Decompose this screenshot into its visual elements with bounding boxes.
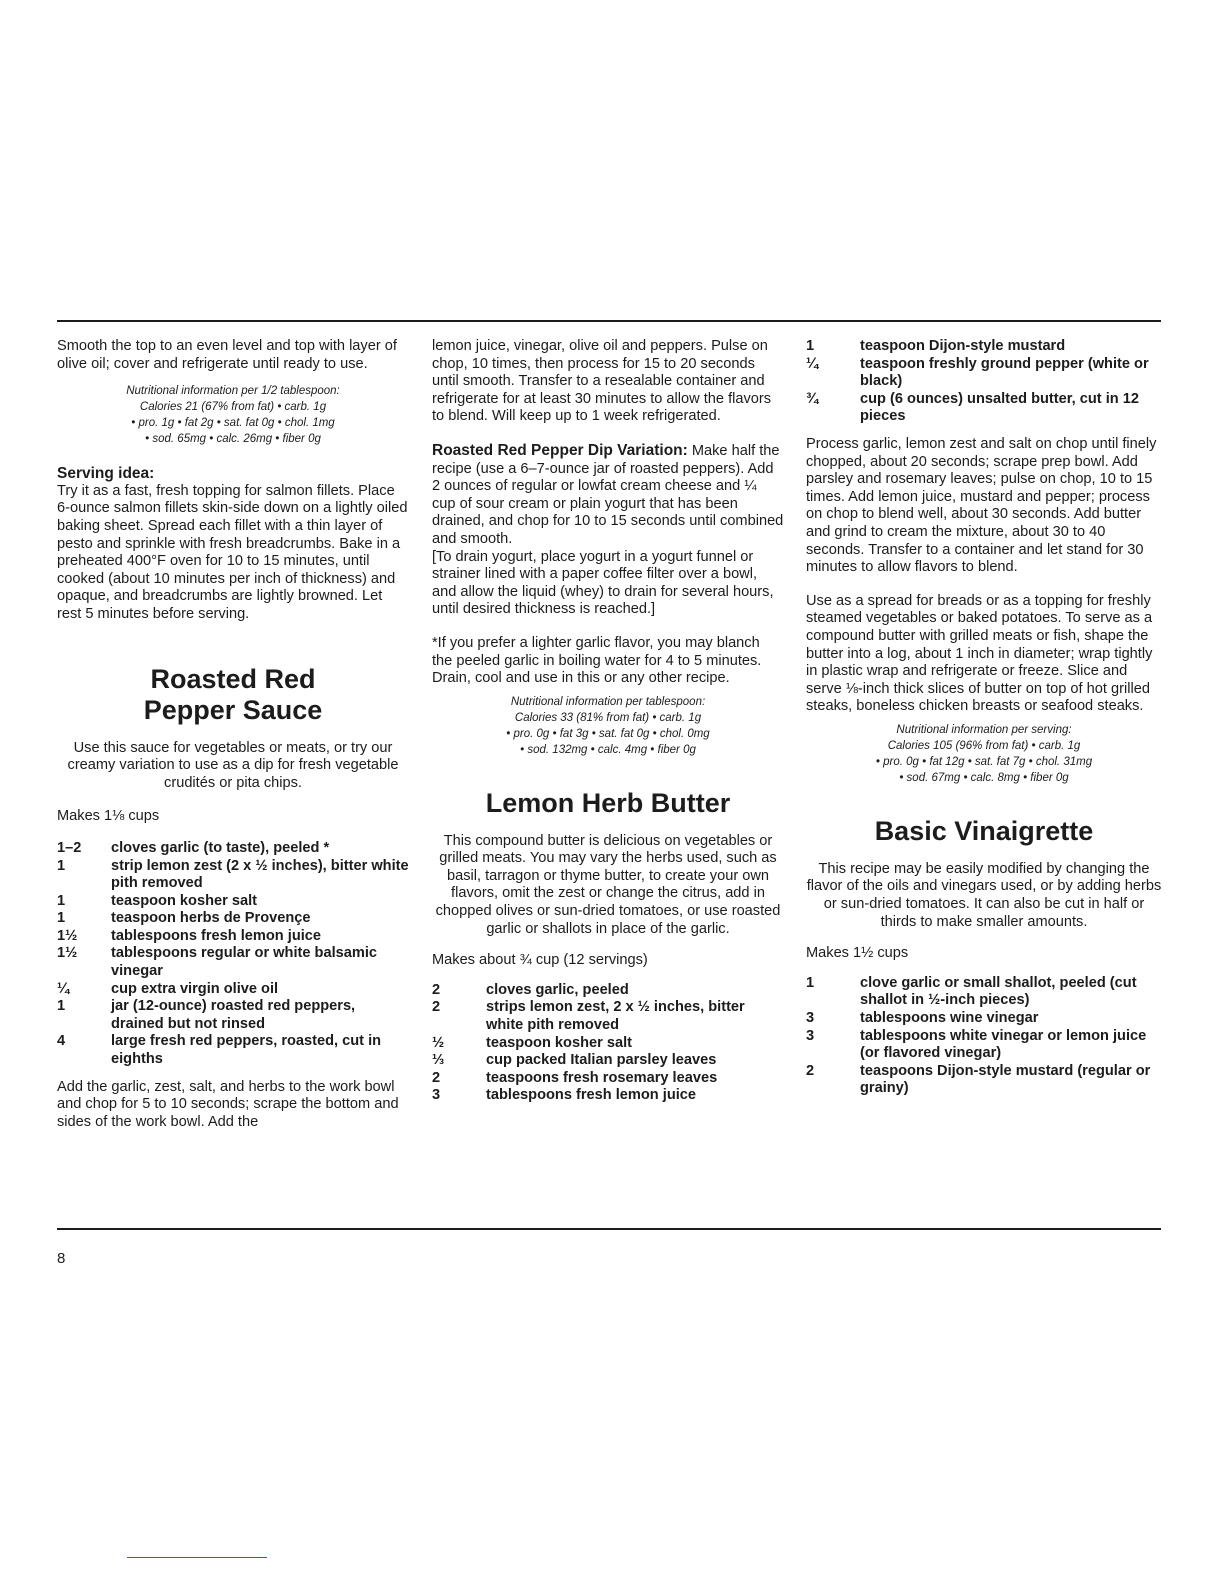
ingredient-text: tablespoons fresh lemon juice — [486, 1087, 697, 1104]
ingredient-item — [806, 391, 1162, 426]
nutrition-line: • sod. 67mg • calc. 8mg • fiber 0g — [899, 771, 1069, 784]
column-1 — [57, 338, 409, 1131]
page-number: 8 — [57, 1250, 66, 1267]
top-rule — [57, 320, 1161, 322]
ingredient-text: cup packed Italian parsley leaves — [486, 1052, 717, 1069]
ingredient-qty: 1–2 — [57, 839, 82, 856]
ingredient-item — [57, 840, 409, 858]
nutrition-line: Nutritional information per serving: — [896, 723, 1072, 736]
method-text: Process garlic, lemon zest and salt on chop until finely chopped, about 20 seconds; scrape prep bowl. Add parsley and rosemary leaves; pulse on chop, 10 to 15 times. Add lemon juice, mustard and pepper; process on chop to blend well, about 30 seconds. Add butter and grind to cream the mixture, about 30 to 40 seconds. Transfer to a container and let stand for 30 minutes to allow flavors to blend. — [806, 435, 1157, 576]
ingredient-qty: 1 — [806, 338, 815, 354]
recipe-intro: This recipe may be easily modified by changing the flavor of the oils and vinegars used, or by adding herbs or sun-dried tomatoes. It can also be cut in half or thirds to make smaller amounts. — [806, 860, 1162, 930]
ingredient-item — [806, 338, 1162, 356]
ingredient-text: teaspoon herbs de Provençe — [111, 910, 311, 927]
recipe-title-line: Pepper Sauce — [143, 694, 323, 725]
ingredient-item — [57, 945, 409, 980]
ingredient-qty: ¾ — [806, 390, 819, 407]
serving-idea-heading: Serving idea: — [57, 465, 155, 483]
ingredient-item — [57, 928, 409, 946]
nutrition-line: • pro. 1g • fat 2g • sat. fat 0g • chol. 1mg — [131, 417, 335, 430]
ingredient-text: cloves garlic (to taste), peeled * — [111, 839, 330, 856]
nutrition-line: Nutritional information per 1/2 tablespoon: — [126, 385, 340, 398]
ingredient-text: cup (6 ounces) unsalted butter, cut in 12 pieces — [860, 390, 1139, 425]
ingredient-text: jar (12-ounce) roasted red peppers, drained but not rinsed — [111, 998, 356, 1032]
nutrition-info — [432, 694, 784, 758]
column-2 — [432, 338, 784, 1105]
ingredient-item — [57, 998, 409, 1033]
ingredient-text: teaspoon kosher salt — [486, 1034, 632, 1051]
ingredient-list — [806, 338, 1162, 426]
ingredient-qty: 3 — [432, 1087, 441, 1104]
ingredient-item — [432, 1087, 784, 1105]
ingredient-text: teaspoon Dijon-style mustard — [860, 338, 1066, 354]
ingredient-item — [57, 1033, 409, 1068]
ingredient-item — [57, 858, 409, 893]
method-text: lemon juice, vinegar, olive oil and peppers. Pulse on chop, 10 times, then process for 15 to 20 seconds until smooth. Transfer to a resealable container and refrigerate for at least 30 minutes to allow the flavors to blend. Will keep up to 1 week refrigerated. — [432, 338, 772, 425]
recipe-yield: Makes about ¾ cup (12 servings) — [432, 952, 648, 969]
nutrition-info — [806, 722, 1162, 786]
recipe-title — [57, 664, 409, 726]
ingredient-text: teaspoons Dijon-style mustard (regular or grainy) — [860, 1062, 1151, 1097]
nutrition-line: • pro. 0g • fat 12g • sat. fat 7g • chol. 31mg — [875, 755, 1093, 768]
ingredient-item — [432, 1035, 784, 1053]
ingredient-text: tablespoons regular or white balsamic vinegar — [111, 945, 378, 980]
ingredient-item — [806, 1028, 1162, 1063]
ingredient-qty: ¼ — [806, 355, 819, 372]
ingredient-qty: 2 — [432, 1069, 441, 1086]
ingredient-qty: 1 — [57, 998, 66, 1015]
serving-text: Use as a spread for breads or as a topping for freshly steamed vegetables or baked potatoes. To serve as a compound butter with grilled meats or fish, shape the butter into a log, about 1 inch in diameter; wrap tightly in plastic wrap and refrigerate or freeze. Slice and serve ⅛-inch thick slices of butter on top of hot grilled steaks, boneless chicken breasts or seafood steaks. — [806, 592, 1153, 715]
recipe-title: Basic Vinaigrette — [874, 815, 1094, 846]
ingredient-text: strips lemon zest, 2 x ½ inches, bitter white pith removed — [486, 999, 745, 1034]
intro-paragraph: Smooth the top to an even level and top with layer of olive oil; cover and refrigerate until ready to use. — [57, 338, 397, 372]
ingredient-list — [432, 982, 784, 1105]
ingredient-item — [432, 982, 784, 1000]
ingredient-item — [432, 1052, 784, 1070]
ingredient-qty: ½ — [432, 1034, 445, 1051]
ingredient-item — [432, 999, 784, 1034]
ingredient-text: teaspoons fresh rosemary leaves — [486, 1069, 718, 1086]
ingredient-qty: 2 — [432, 999, 441, 1016]
ingredient-text: strip lemon zest (2 x ½ inches), bitter white pith removed — [111, 857, 409, 892]
nutrition-line: • sod. 132mg • calc. 4mg • fiber 0g — [520, 743, 696, 756]
nutrition-line: Calories 33 (81% from fat) • carb. 1g — [514, 711, 702, 724]
ingredient-qty: 1 — [57, 910, 66, 927]
recipe-intro: This compound butter is delicious on vegetables or grilled meats. You may vary the herbs used, such as basil, tarragon or thyme butter, to create your own flavors, omit the zest or change the citrus, add in chopped olives or sun-dried tomatoes, or use roasted garlic or shallots in place of the garlic. — [435, 832, 781, 937]
nutrition-line: Nutritional information per tablespoon: — [510, 695, 706, 708]
method-text: Add the garlic, zest, salt, and herbs to the work bowl and chop for 5 to 10 seconds; scrape the bottom and sides of the work bowl. Add the — [57, 1078, 399, 1130]
ingredient-list — [806, 975, 1162, 1098]
nutrition-line: • pro. 0g • fat 3g • sat. fat 0g • chol. 0mg — [506, 727, 710, 740]
recipe-intro: Use this sauce for vegetables or meats, or try our creamy variation to use as a dip for fresh vegetable crudités or pita chips. — [67, 739, 399, 791]
ingredient-list — [57, 840, 409, 1069]
ingredient-qty: 1½ — [57, 927, 78, 944]
recipe-yield: Makes 1½ cups — [806, 945, 909, 962]
ingredient-item — [57, 893, 409, 911]
ingredient-item — [806, 1063, 1162, 1098]
ingredient-text: teaspoon freshly ground pepper (white or black) — [860, 355, 1149, 390]
nutrition-line: Calories 105 (96% from fat) • carb. 1g — [887, 739, 1081, 752]
ingredient-text: clove garlic or small shallot, peeled (cut shallot in ½-inch pieces) — [860, 974, 1137, 1009]
ingredient-item — [57, 981, 409, 999]
ingredient-qty: ¼ — [57, 980, 70, 997]
ingredient-item — [806, 975, 1162, 1010]
ingredient-qty: 1½ — [57, 945, 78, 962]
column-3 — [806, 338, 1162, 1098]
ingredient-qty: 1 — [806, 974, 815, 991]
ingredient-qty: 3 — [806, 1010, 815, 1027]
ingredient-text: tablespoons wine vinegar — [860, 1010, 1039, 1027]
variation-heading: Roasted Red Pepper Dip Variation: — [432, 441, 688, 459]
ingredient-item — [806, 356, 1162, 391]
ingredient-qty: 4 — [57, 1033, 66, 1050]
variation-text: Make half the recipe (use a 6–7-ounce jar of roasted peppers). Add 2 ounces of regular or lowfat cream cheese and ¼ cup of sour cream or plain yogurt that has been drained, and chop for 10 to 15 seconds until combined and smooth. — [432, 442, 784, 547]
ingredient-qty: 2 — [432, 981, 441, 998]
ingredient-qty: 3 — [806, 1027, 815, 1044]
ingredient-text: tablespoons fresh lemon juice — [111, 927, 322, 944]
ingredient-qty: ⅓ — [432, 1052, 445, 1069]
ingredient-item — [432, 1070, 784, 1088]
link-underline[interactable] — [127, 1557, 267, 1558]
ingredient-qty: 1 — [57, 857, 66, 874]
serving-idea-text: Try it as a fast, fresh topping for salmon fillets. Place 6-ounce salmon fillets skin-side down on a lightly oiled baking sheet. Spread each fillet with a thin layer of pesto and sprinkle with fresh breadcrumbs. Bake in a preheated 400°F oven for 10 to 15 minutes, until cooked (about 10 minutes per inch of thickness) and opaque, and breadcrumbs are lightly browned. Let rest 5 minutes before serving. — [57, 482, 408, 622]
drain-note: [To drain yogurt, place yogurt in a yogurt funnel or strainer lined with a paper coffee filter over a bowl, and allow the liquid (whey) to drain for several hours, until desired thickness is reached.] — [432, 548, 774, 618]
ingredient-item — [57, 910, 409, 928]
ingredient-text: large fresh red peppers, roasted, cut in eighths — [111, 1033, 382, 1068]
variation-paragraph — [432, 442, 784, 549]
nutrition-line: • sod. 65mg • calc. 26mg • fiber 0g — [145, 433, 321, 446]
ingredient-text: cloves garlic, peeled — [486, 981, 629, 998]
nutrition-info — [57, 383, 409, 447]
ingredient-text: teaspoon kosher salt — [111, 892, 257, 909]
ingredient-item — [806, 1010, 1162, 1028]
ingredient-qty: 1 — [57, 892, 66, 909]
nutrition-line: Calories 21 (67% from fat) • carb. 1g — [139, 401, 327, 414]
recipe-title-line: Roasted Red — [150, 663, 316, 694]
recipe-yield: Makes 1⅛ cups — [57, 808, 160, 825]
ingredient-text: tablespoons white vinegar or lemon juice (or flavored vinegar) — [860, 1027, 1147, 1062]
garlic-note: *If you prefer a lighter garlic flavor, you may blanch the peeled garlic in boiling water for 4 to 5 minutes. Drain, cool and use in this or any other recipe. — [432, 634, 762, 687]
ingredient-qty: 2 — [806, 1062, 815, 1079]
ingredient-text: cup extra virgin olive oil — [111, 980, 279, 997]
bottom-rule — [57, 1228, 1161, 1230]
recipe-title: Lemon Herb Butter — [485, 787, 731, 818]
